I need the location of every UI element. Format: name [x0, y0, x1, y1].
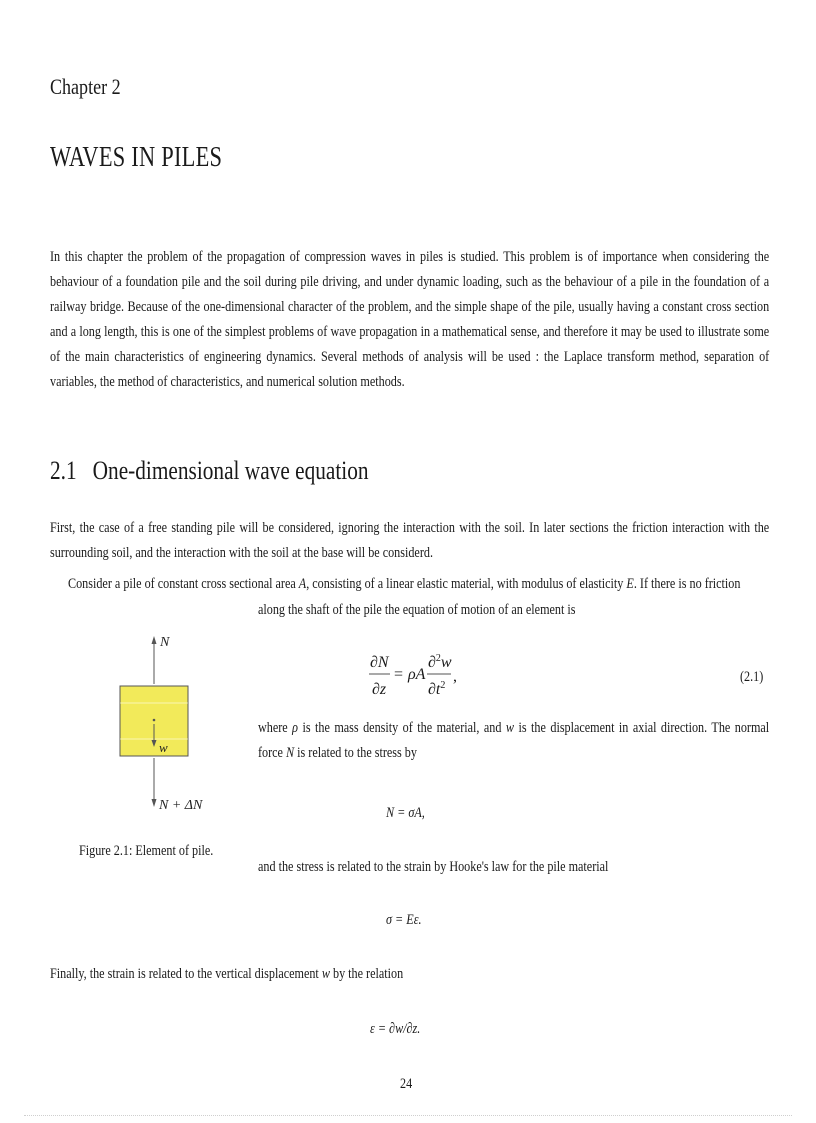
math-w: w [321, 965, 330, 982]
math-rho: ρ [292, 719, 298, 736]
figure-caption: Figure 2.1: Element of pile. [79, 842, 214, 859]
arrow-bottom-head [152, 799, 157, 807]
paragraph-first: First, the case of a free standing pile will be considered, ignoring the interaction with the soil. In later sections the friction interaction with the surrounding soil, and the interaction with the soil at the base will be considerd. [50, 519, 770, 561]
equation-eps-dw-dz: ε = ∂w/∂z. [370, 1020, 421, 1037]
text-run: , consisting of a linear elastic material, with modulus of elasticity [306, 575, 627, 592]
eq-d2w: ∂$^2$w [428, 653, 452, 671]
pile-element-diagram [100, 632, 240, 822]
eq-equals: = [394, 666, 404, 683]
eq-comma: , [453, 668, 457, 685]
displacement-origin [153, 719, 156, 722]
equation-sigma-E-eps: σ = Eε. [386, 911, 422, 928]
section-heading [50, 456, 369, 486]
text-run: where [258, 719, 293, 736]
text-run: is related to the stress by [294, 744, 417, 761]
math-A: A [298, 575, 307, 592]
page-bottom-border [24, 1115, 792, 1116]
paragraph-final [50, 961, 403, 986]
paragraph-where [258, 715, 769, 765]
math-N: N [286, 744, 295, 761]
paragraph-stress: and the stress is related to the strain by Hooke's law for the pile material [258, 858, 609, 875]
figure-pile-element [100, 632, 240, 822]
equation-2-1-svg [360, 648, 470, 708]
label-N: N [160, 635, 170, 650]
text-run: is the mass density of the material, and [297, 719, 506, 736]
eq-dz: ∂z [372, 681, 387, 698]
section-number: 2.1 [50, 456, 77, 485]
equation-N-sigma-A: N = σA, [386, 804, 425, 821]
paragraph-consider [68, 571, 740, 596]
label-N-plus-dN: N + ΔN [159, 798, 203, 813]
text-run: . If there is no friction [633, 575, 741, 592]
math-w: w [505, 719, 515, 736]
chapter-title: WAVES IN PILES [50, 142, 223, 173]
text-run: Consider a pile of constant cross sectional area [68, 575, 299, 592]
text-run: by the relation [329, 965, 404, 982]
page-number: 24 [400, 1075, 413, 1092]
text-run: is the displacement in axial direction. The normal force [258, 719, 770, 761]
eq-dt2: $\partial t^2$ [428, 680, 446, 698]
intro-paragraph: In this chapter the problem of the propagation of compression waves in piles is studied. This problem is of importance when considering the behaviour of a foundation pile and the soil during pile driving, and under dynamic loading, such as the behaviour of a pile in the foundation of a railway bridge. Because of the one-dimensional character of the problem, and the simple shape of the pile, usually having a constant cross section and a long length, this is one of the simplest problems of wave propagation in a mathematical sense, and therefore it may be used to illustrate some of the main characteristics of engineering dynamics. Several methods of analysis will be used : the Laplace transform method, separation of variables, the method of characteristics, and numerical solution methods. [50, 248, 770, 390]
eq-rhoA: ρA [408, 666, 426, 683]
chapter-label: Chapter 2 [50, 74, 121, 99]
math-E: E [626, 575, 634, 592]
eq-dN: ∂N [370, 654, 389, 671]
paragraph-along: along the shaft of the pile the equation of motion of an element is [258, 601, 576, 618]
text-run: Finally, the strain is related to the vertical displacement [50, 965, 322, 982]
arrow-top-head [152, 636, 157, 644]
equation-2-1 [360, 648, 470, 713]
equation-number: (2.1) [740, 668, 764, 685]
section-title: One-dimensional wave equation [92, 456, 369, 485]
label-w: w [159, 740, 168, 755]
